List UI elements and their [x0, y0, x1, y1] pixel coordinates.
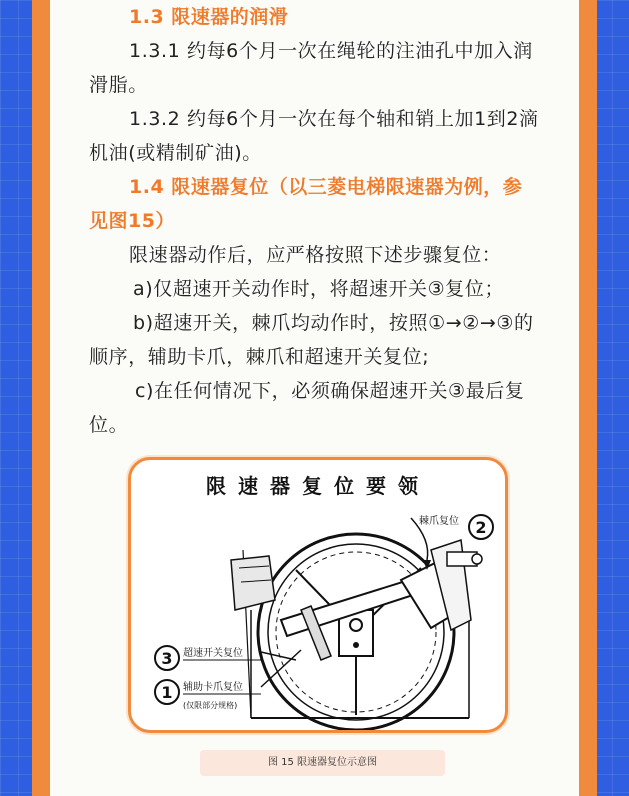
article-body	[89, 0, 539, 442]
governor-reset-figure	[128, 457, 508, 733]
label-3-text: 超速开关复位	[183, 648, 243, 659]
label-2-number: 2	[475, 518, 487, 537]
figure-caption: 图 15 限速器复位示意图	[200, 750, 445, 776]
governor-diagram	[131, 460, 505, 730]
reset-step-c: c)在任何情况下，必须确保超速开关③最后复位。	[89, 380, 525, 436]
reset-step-a: a)仅超速开关动作时，将超速开关③复位；	[133, 278, 505, 300]
label-1-number: 1	[161, 683, 173, 702]
section-1-4-heading: 1.4 限速器复位（以三菱电梯限速器为例，参见图15）	[89, 176, 523, 232]
paragraph-1-3-2: 1.3.2 约每6个月一次在每个轴和销上加1到2滴机油(或精制矿油)。	[89, 108, 539, 164]
reset-step-b: b)超速开关，棘爪均动作时，按照①→②→③的顺序，辅助卡爪，棘爪和超速开关复位;	[89, 312, 534, 368]
label-2-text: 棘爪复位	[419, 516, 459, 527]
figure-title: 限速器复位要领	[206, 474, 430, 498]
paragraph-1-3-1: 1.3.1 约每6个月一次在绳轮的注油孔中加入润滑脂。	[89, 40, 533, 96]
section-1-3-heading: 1.3 限速器的润滑	[129, 6, 289, 28]
reset-intro: 限速器动作后，应严格按照下述步骤复位：	[129, 244, 502, 266]
label-3-number: 3	[161, 649, 173, 668]
label-1-text: 辅助卡爪复位	[183, 682, 243, 693]
label-1-note: (仅限部分规格)	[183, 701, 238, 710]
